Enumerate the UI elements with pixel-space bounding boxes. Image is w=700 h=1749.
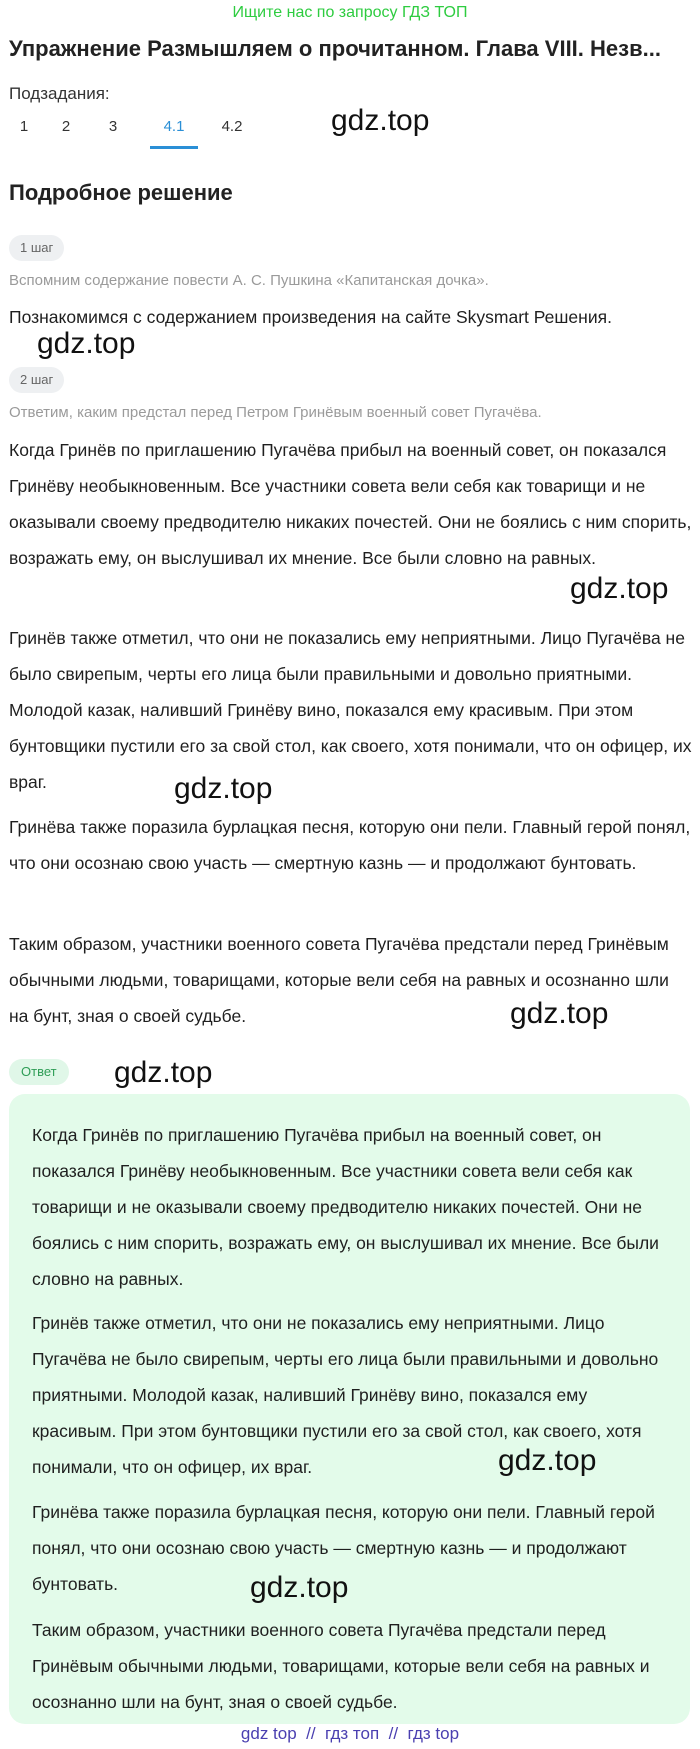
tab-1[interactable]: 1 <box>19 118 29 135</box>
footer-link[interactable]: гдз топ <box>325 1724 380 1743</box>
tab-4-1[interactable]: 4.1 <box>150 108 198 149</box>
page-title: Упражнение Размышляем о прочитанном. Глава VIII. Незв... <box>9 36 661 61</box>
footer-links <box>0 1722 700 1746</box>
answer-paragraph: Таким образом, участники военного совета Пугачёва предстали перед Гринёвым обычными людьми, товарищами, которые вели себя на равных и осознанно шли на бунт, зная о своей судьбе. <box>32 1620 650 1712</box>
answer-paragraph: Гринёв также отметил, что они не показались ему неприятными. Лицо Пугачёва не было свирепым, черты его лица были правильными и довольно приятными. Молодой казак, наливший Гринёву вино, показался ему красивым. При этом бунтовщики пустили его за свой стол, как своего, хотя понимали, что он офицер, их враг. <box>32 1313 659 1477</box>
watermark: gdz.top <box>510 997 609 1030</box>
watermark: gdz.top <box>114 1056 213 1089</box>
watermark: gdz.top <box>250 1571 349 1604</box>
step-badge: 1 шаг <box>9 235 64 261</box>
footer-link[interactable]: гдз top <box>407 1724 460 1743</box>
footer-link[interactable]: gdz top <box>240 1724 297 1743</box>
footer-separator: // <box>388 1724 399 1743</box>
tab-2[interactable]: 2 <box>61 118 71 135</box>
watermark: gdz.top <box>174 772 273 805</box>
solution-heading: Подробное решение <box>9 180 233 205</box>
step-hint: Ответим, каким предстал перед Петром Гринёвым военный совет Пугачёва. <box>9 404 542 421</box>
step-badge: 2 шаг <box>9 367 64 393</box>
step-paragraph: Когда Гринёв по приглашению Пугачёва прибыл на военный совет, он показался Гринёву необыкновенным. Все участники совета вели себя как товарищи и не оказывали своему предводителю никаких почестей. Они не боялись с ним спорить, возражать ему, он выслушивал их мнение. Все были словно на равных. <box>9 440 692 568</box>
tab-4-2[interactable]: 4.2 <box>221 118 243 135</box>
step-hint: Вспомним содержание повести А. С. Пушкина «Капитанская дочка». <box>9 272 489 289</box>
watermark: gdz.top <box>498 1444 597 1477</box>
tab-3[interactable]: 3 <box>108 118 118 135</box>
watermark: gdz.top <box>37 327 136 360</box>
search-banner[interactable]: Ищите нас по запросу ГДЗ ТОП <box>232 4 468 21</box>
step-paragraph: Познакомимся с содержанием произведения на сайте Skysmart Решения. <box>9 307 612 327</box>
subtasks-label: Подзадания: <box>9 84 110 103</box>
step-paragraph: Гринёва также поразила бурлацкая песня, которую они пели. Главный герой понял, что они осознаю свою участь — смертную казнь — и продолжают бунтовать. <box>9 817 691 873</box>
answer-badge: Ответ <box>9 1059 69 1085</box>
answer-paragraph: Когда Гринёв по приглашению Пугачёва прибыл на военный совет, он показался Гринёву необыкновенным. Все участники совета вели себя как товарищи и не оказывали своему предводителю никаких почестей. Они не боялись с ним спорить, возражать ему, он выслушивал их мнение. Все были словно на равных. <box>32 1125 659 1289</box>
watermark: gdz.top <box>570 572 669 605</box>
footer-separator: // <box>306 1724 316 1743</box>
step-paragraph: Гринёв также отметил, что они не показались ему неприятными. Лицо Пугачёва не было свирепым, черты его лица были правильными и довольно приятными. Молодой казак, наливший Гринёву вино, показался ему красивым. При этом бунтовщики пустили его за свой стол, как своего, хотя понимали, что он офицер, их враг. <box>9 628 692 792</box>
step-paragraph: Таким образом, участники военного совета Пугачёва предстали перед Гринёвым обычными людьми, товарищами, которые вели себя на равных и осознанно шли на бунт, зная о своей судьбе. <box>9 934 669 1026</box>
answer-paragraph: Гринёва также поразила бурлацкая песня, которую они пели. Главный герой понял, что они осознаю свою участь — смертную казнь — и продолжают бунтовать. <box>32 1502 655 1594</box>
watermark: gdz.top <box>331 104 430 137</box>
